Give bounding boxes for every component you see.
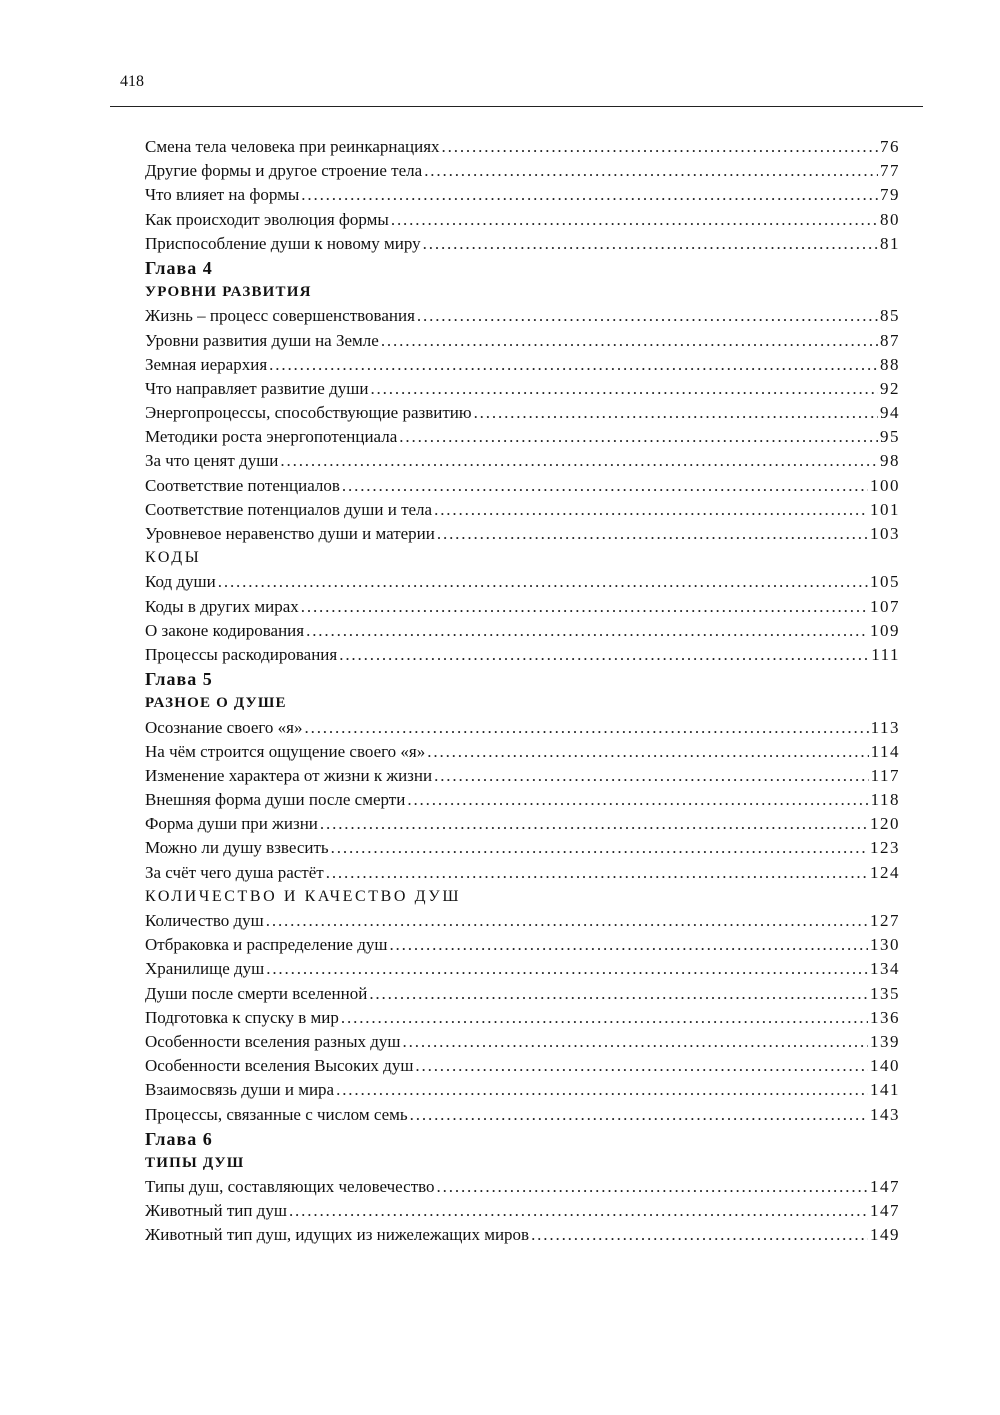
- toc-entry-title: Животный тип душ: [145, 1201, 287, 1221]
- toc-entry-title: Жизнь – процесс совершенствования: [145, 306, 415, 326]
- toc-entry: [145, 353, 900, 377]
- dot-leader: [531, 1223, 868, 1247]
- dot-leader: [442, 135, 878, 159]
- toc-entry: [145, 522, 900, 546]
- toc-entry: [145, 1030, 900, 1054]
- toc-entry: [145, 377, 900, 401]
- dot-leader: [280, 449, 878, 473]
- toc-entry-title: Другие формы и другое строение тела: [145, 161, 423, 181]
- dot-leader: [399, 425, 878, 449]
- dot-leader: [339, 643, 869, 667]
- toc-entry-page: 114: [870, 741, 900, 761]
- header-rule: [110, 106, 923, 107]
- toc-entry-title: Приспособление души к новому миру: [145, 233, 421, 253]
- dot-leader: [410, 1103, 868, 1127]
- chapter-heading: Глава 6: [145, 1128, 213, 1149]
- toc-entry: [145, 159, 900, 183]
- toc-entry-page: 130: [870, 935, 900, 955]
- toc-entry-page: 76: [880, 137, 900, 156]
- toc-entry: [145, 740, 900, 764]
- toc-entry-page: 139: [870, 1031, 900, 1051]
- toc-entry: [145, 449, 900, 473]
- toc-entry: [145, 135, 900, 159]
- toc-entry-page: 111: [871, 644, 900, 664]
- toc-entry-title: Особенности вселения Высоких душ: [145, 1056, 414, 1076]
- toc-entry-page: 124: [870, 862, 900, 882]
- toc-entry-title: Осознание своего «я»: [145, 717, 303, 737]
- toc-entry: [145, 861, 900, 885]
- toc-entry: [145, 716, 900, 740]
- toc-entry-title: Что направляет развитие души: [145, 378, 369, 398]
- toc-entry-title: Отбраковка и распределение душ: [145, 935, 388, 955]
- dot-leader: [369, 982, 868, 1006]
- dot-leader: [415, 1054, 868, 1078]
- dot-leader: [437, 522, 868, 546]
- toc-entry-title: Смена тела человека при реинкарнациях: [145, 137, 440, 156]
- toc-entry-page: 103: [870, 524, 900, 543]
- dot-leader: [331, 836, 868, 860]
- toc-entry-title: Хранилище душ: [145, 959, 265, 979]
- toc-entry-title: Соответствие потенциалов: [145, 475, 340, 495]
- toc-entry-page: 134: [870, 959, 900, 979]
- toc-entry-title: Коды в других мирах: [145, 596, 299, 616]
- toc-entry-page: 120: [870, 814, 900, 834]
- toc-entry-title: Количество душ: [145, 911, 264, 930]
- toc-entry-title: Как происходит эволюция формы: [145, 209, 389, 229]
- toc-entry-page: 147: [870, 1201, 900, 1221]
- toc-entry: [145, 1175, 900, 1199]
- toc-entry-page: 105: [870, 572, 900, 592]
- section-heading: РАЗНОЕ О ДУШЕ: [145, 695, 287, 712]
- toc-entry-title: Земная иерархия: [145, 354, 268, 374]
- toc-entry: [145, 788, 900, 812]
- toc-entry-title: Форма души при жизни: [145, 814, 318, 834]
- toc-entry-page: 98: [880, 451, 900, 471]
- toc-entry-page: 101: [870, 499, 900, 519]
- dot-leader: [341, 1006, 868, 1030]
- toc-entry: [145, 933, 900, 957]
- toc-entry: [145, 1199, 900, 1223]
- toc-entry: [145, 401, 900, 425]
- toc-entry: [145, 329, 900, 353]
- toc-entry: [145, 474, 900, 498]
- toc-entry-page: 87: [880, 330, 900, 350]
- toc-entry-page: 80: [880, 209, 900, 229]
- dot-leader: [407, 788, 868, 812]
- dot-leader: [424, 159, 878, 183]
- toc-entry-page: 88: [880, 354, 900, 374]
- dot-leader: [434, 764, 869, 788]
- dot-leader: [391, 208, 878, 232]
- toc-entry-title: Процессы, связанные с числом семь: [145, 1104, 408, 1124]
- dot-leader: [320, 812, 868, 836]
- toc-entry-title: За что ценят души: [145, 451, 279, 471]
- chapter-heading: Глава 5: [145, 669, 213, 690]
- toc-entry-page: 85: [880, 306, 900, 326]
- dot-leader: [427, 740, 868, 764]
- toc-entry-page: 92: [880, 378, 900, 398]
- toc-entry: [145, 836, 900, 860]
- toc-entry-title: Взаимосвязь души и мира: [145, 1080, 335, 1100]
- toc-entry: [145, 595, 900, 619]
- toc-entry-page: 117: [870, 765, 900, 785]
- toc-entry-title: Типы душ, составляющих человечество: [145, 1177, 435, 1197]
- toc-entry-page: 77: [880, 161, 900, 181]
- toc-entry-page: 149: [870, 1225, 900, 1245]
- toc-entry-page: 141: [870, 1080, 900, 1100]
- dot-leader: [301, 183, 878, 207]
- toc-entry-page: 127: [870, 911, 900, 930]
- dot-leader: [326, 861, 868, 885]
- toc-entry-title: Соответствие потенциалов души и тела: [145, 499, 433, 519]
- toc-entry-page: 100: [870, 475, 900, 495]
- dot-leader: [417, 304, 878, 328]
- section-heading: УРОВНИ РАЗВИТИЯ: [145, 284, 312, 301]
- toc-entry-page: 143: [870, 1104, 900, 1124]
- toc-entry-title: На чём строится ощущение своего «я»: [145, 741, 426, 761]
- toc-entry-page: 79: [880, 185, 900, 205]
- table-of-contents: [145, 135, 900, 1248]
- toc-entry: [145, 208, 900, 232]
- dot-leader: [336, 1078, 868, 1102]
- dot-leader: [474, 401, 878, 425]
- toc-entry-title: О законе кодирования: [145, 620, 305, 640]
- toc-entry-page: 118: [870, 790, 900, 810]
- toc-entry: [145, 619, 900, 643]
- dot-leader: [306, 619, 868, 643]
- toc-entry: [145, 957, 900, 981]
- toc-entry-title: Изменение характера от жизни к жизни: [145, 765, 433, 785]
- toc-entry: [145, 982, 900, 1006]
- toc-entry-page: 136: [870, 1007, 900, 1027]
- toc-entry-page: 109: [870, 620, 900, 640]
- toc-entry-title: Уровневое неравенство души и материи: [145, 524, 435, 543]
- toc-entry-page: 113: [870, 717, 900, 737]
- toc-entry: [145, 1054, 900, 1078]
- section-heading: ТИПЫ ДУШ: [145, 1154, 245, 1171]
- toc-entry: [145, 812, 900, 836]
- dot-leader: [423, 232, 878, 256]
- toc-entry-page: 81: [880, 233, 900, 253]
- toc-entry-title: Что влияет на формы: [145, 185, 300, 205]
- toc-entry: [145, 643, 900, 667]
- toc-entry-page: 95: [880, 427, 900, 447]
- subsection-heading: КОДЫ: [145, 549, 202, 567]
- toc-entry: [145, 1078, 900, 1102]
- toc-entry-page: 147: [870, 1177, 900, 1197]
- toc-entry-title: Можно ли душу взвесить: [145, 838, 329, 858]
- chapter-heading: Глава 4: [145, 257, 213, 278]
- toc-entry-title: Методики роста энергопотенциала: [145, 427, 398, 447]
- dot-leader: [389, 933, 868, 957]
- toc-entry: [145, 304, 900, 328]
- toc-entry-title: Процессы раскодирования: [145, 644, 338, 664]
- toc-entry-page: 94: [880, 403, 900, 423]
- toc-entry-title: Души после смерти вселенной: [145, 983, 368, 1003]
- dot-leader: [266, 957, 868, 981]
- toc-entry: [145, 570, 900, 594]
- toc-entry-title: Животный тип душ, идущих из нижележащих миров: [145, 1225, 530, 1245]
- toc-entry-title: Уровни развития души на Земле: [145, 330, 379, 350]
- toc-entry: [145, 183, 900, 207]
- dot-leader: [381, 329, 878, 353]
- subsection-heading: КОЛИЧЕСТВО И КАЧЕСТВО ДУШ: [145, 887, 462, 905]
- toc-entry: [145, 1223, 900, 1247]
- dot-leader: [218, 570, 868, 594]
- toc-entry-title: Код души: [145, 572, 216, 592]
- dot-leader: [289, 1199, 868, 1223]
- toc-entry-title: Подготовка к спуску в мир: [145, 1007, 339, 1027]
- dot-leader: [434, 498, 868, 522]
- toc-entry-title: Внешняя форма души после смерти: [145, 790, 406, 810]
- toc-entry: [145, 764, 900, 788]
- toc-entry: [145, 425, 900, 449]
- toc-entry-title: Энергопроцессы, способствующие развитию: [145, 403, 472, 423]
- dot-leader: [269, 353, 878, 377]
- dot-leader: [342, 474, 868, 498]
- dot-leader: [437, 1175, 868, 1199]
- toc-entry-page: 107: [870, 596, 900, 616]
- dot-leader: [305, 716, 869, 740]
- dot-leader: [301, 595, 868, 619]
- toc-entry-title: Особенности вселения разных душ: [145, 1031, 401, 1051]
- dot-leader: [266, 909, 868, 933]
- toc-entry: [145, 1103, 900, 1127]
- toc-entry-page: 135: [870, 983, 900, 1003]
- toc-entry: [145, 498, 900, 522]
- dot-leader: [403, 1030, 868, 1054]
- toc-entry: [145, 1006, 900, 1030]
- dot-leader: [370, 377, 878, 401]
- page-number: 418: [120, 73, 144, 90]
- toc-entry-page: 140: [870, 1056, 900, 1076]
- toc-entry: [145, 909, 900, 933]
- toc-entry-title: За счёт чего душа растёт: [145, 862, 324, 882]
- toc-entry: [145, 232, 900, 256]
- toc-entry-page: 123: [870, 838, 900, 858]
